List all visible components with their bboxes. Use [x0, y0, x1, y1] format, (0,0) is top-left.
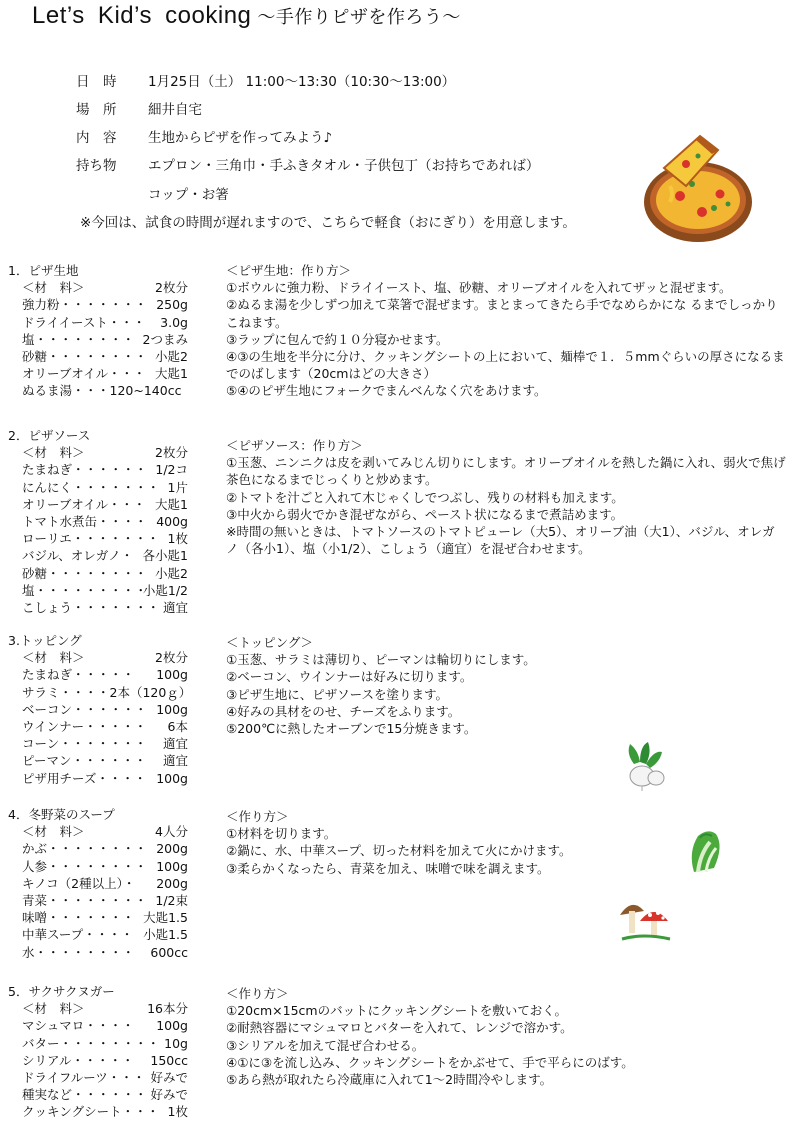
- ingredient-amount: 小匙1/2: [142, 582, 188, 598]
- title-english: Let’s Kid’s cooking: [32, 2, 252, 29]
- ingredient-amount: 小匙2: [155, 565, 188, 581]
- ingredient-name: 砂糖・・・・・・・・: [22, 565, 148, 581]
- ingredient-row: [8, 684, 192, 701]
- step-item: ②ベーコン、ウインナーは好みに切ります。: [226, 669, 473, 685]
- ingredient-row: [8, 718, 188, 735]
- ingredient-name: ピザ用チーズ・・・・: [22, 770, 147, 786]
- ingredient-row: [8, 582, 188, 599]
- steps-title: ＜作り方＞: [226, 809, 289, 824]
- step-item: ②トマトを汁ごと入れて木じゃくしでつぶし、残りの材料も加えます。: [226, 489, 624, 505]
- ingredients-list: [8, 806, 188, 961]
- page-title: [32, 2, 461, 30]
- step-item: ③ラップに包んで約１０分寝かせます。: [226, 331, 449, 347]
- step-item: ③ピザ生地に、ピザソースを塗ります。: [226, 686, 448, 702]
- steps-list: [226, 262, 786, 400]
- ingredient-row: [8, 1069, 188, 1086]
- ingredient-name: ピーマン・・・・・・: [22, 753, 147, 769]
- ingredient-name: 塩・・・・・・・・: [22, 331, 135, 347]
- ingredient-name: ドライイースト・・・: [22, 314, 146, 330]
- step-item: ⑤④のピザ生地にフォークでまんべんなく穴をあけます。: [226, 383, 547, 399]
- ingredient-amount: 10g: [164, 1035, 188, 1051]
- servings-label: ＜材 料＞: [22, 824, 85, 840]
- servings-value: 2枚分: [155, 280, 188, 296]
- ingredient-name: 塩・・・・・・・・・: [22, 582, 148, 598]
- ingredient-name: たまねぎ・・・・・: [22, 667, 135, 683]
- ingredient-amount: 好みで: [150, 1069, 188, 1085]
- ingredient-row: [8, 479, 188, 496]
- ingredient-row: [8, 1052, 188, 1069]
- step-item: ④①に③を流し込み、クッキングシートをかぶせて、手で平らにのばす。: [226, 1054, 634, 1070]
- ingredient-amount: 100g: [156, 667, 188, 683]
- step-item: ①20cm×15cmのバットにクッキングシートを敷いておく。: [226, 1003, 567, 1019]
- ingredient-row: [8, 875, 188, 892]
- servings-row: [8, 444, 188, 461]
- step-item: ①ボウルに強力粉、ドライイースト、塩、砂糖、オリーブオイルを入れてザッと混ぜます。: [226, 280, 732, 296]
- ingredient-row: [8, 909, 188, 926]
- ingredient-row: [8, 461, 188, 478]
- ingredient-name: 強力粉・・・・・・・: [22, 297, 148, 313]
- ingredient-amount: 適宜: [162, 753, 188, 769]
- ingredients-list: [8, 262, 188, 400]
- step-item: ③シリアルを加えて混ぜ合わせる。: [226, 1037, 425, 1053]
- ingredient-name: ベーコン・・・・・・: [22, 701, 148, 717]
- info-label: 場 所: [76, 102, 117, 118]
- ingredient-amount: 200g: [156, 841, 188, 857]
- ingredient-row: [8, 599, 188, 616]
- steps-list: [226, 437, 786, 557]
- ingredient-row: [8, 735, 188, 752]
- step-item: ⑤200℃に熱したオーブンで15分焼きます。: [226, 721, 477, 737]
- ingredient-name: かぶ・・・・・・・・: [22, 841, 148, 857]
- ingredient-row: [8, 1103, 188, 1120]
- steps-title: ＜ピザソース：作り方＞: [226, 438, 363, 453]
- info-label: 内 容: [76, 130, 117, 146]
- mushroom-illustration: [618, 897, 672, 943]
- step-item: ④③の生地を半分に分け、クッキングシートの上において、麺棒で１．５mmぐらいの厚さになるまでのばします（20cmはどの大きさ）: [226, 349, 785, 382]
- ingredient-amount: 250g: [156, 297, 188, 313]
- ingredient-name: シリアル・・・・・: [22, 1052, 135, 1068]
- ingredient-amount: 好みで: [150, 1087, 188, 1103]
- step-item: ①材料を切ります。: [226, 826, 337, 842]
- ingredient-name: にんにく・・・・・・・: [22, 479, 160, 495]
- steps-title: ＜ピザ生地：作り方＞: [226, 263, 352, 278]
- ingredient-amount: 1/2束: [155, 892, 188, 908]
- ingredient-amount: 100g: [156, 701, 188, 717]
- ingredient-amount: 適宜: [162, 736, 188, 752]
- servings-value: 4人分: [155, 824, 188, 840]
- steps-title: ＜トッピング＞: [226, 635, 313, 650]
- ingredient-amount: 600cc: [150, 944, 188, 960]
- ingredients-list: [8, 983, 188, 1121]
- step-item: ③中火から弱火でかき混ぜながら、ペースト状になるまで煮詰めます。: [226, 506, 624, 522]
- pizza-illustration: [640, 134, 756, 244]
- ingredient-row: [8, 1086, 188, 1103]
- info-row-belongings-2: [76, 183, 229, 203]
- section-title: 4．冬野菜のスープ: [8, 807, 115, 822]
- ingredient-row: [8, 365, 188, 382]
- servings-row: [8, 1000, 188, 1017]
- info-value: コップ・お箸: [148, 187, 229, 203]
- ingredient-row: [8, 752, 188, 769]
- steps-title: ＜作り方＞: [226, 986, 289, 1001]
- ingredient-row: [8, 547, 188, 564]
- ingredient-name: ドライフルーツ・・・: [22, 1069, 146, 1085]
- ingredient-amount: 1片: [167, 479, 188, 495]
- ingredient-amount: 6本: [167, 718, 188, 734]
- title-japanese: ～手作りピザを作ろう～: [257, 7, 461, 28]
- ingredient-row: [8, 1035, 188, 1052]
- ingredient-name: 中華スープ・・・・: [22, 927, 134, 943]
- ingredient-name: キノコ（2種以上）・: [22, 875, 136, 891]
- servings-value: 2枚分: [155, 650, 188, 666]
- info-value: エプロン・三角巾・手ふきタオル・子供包丁（お持ちであれば）: [148, 158, 540, 174]
- ingredient-amount: 大匙1: [155, 366, 188, 382]
- ingredient-amount: 3.0g: [160, 314, 188, 330]
- step-item: ①玉葱、ニンニクは皮を剥いてみじん切りにします。オリーブオイルを熱した鍋に入れ、弱火で焦げ茶色になるまでじっくりと炒めます。: [226, 455, 786, 488]
- ingredient-amount: 1/2コ: [155, 462, 188, 478]
- servings-row: [8, 649, 188, 666]
- ingredient-amount: 大匙1.5: [143, 910, 188, 926]
- note-text: ※今回は、試食の時間が遅れますので、こちらで軽食（おにぎり）を用意します。: [80, 215, 576, 231]
- turnip-illustration: [620, 742, 666, 792]
- info-value: 1月25日（土） 11:00～13:30（10:30～13:00）: [148, 74, 456, 90]
- servings-row: [8, 823, 188, 840]
- ingredient-name: コーン・・・・・・・: [22, 736, 147, 752]
- ingredient-name: トマト水煮缶・・・・: [22, 513, 148, 529]
- ingredient-row: [8, 1017, 188, 1034]
- servings-label: ＜材 料＞: [22, 1001, 85, 1017]
- ingredient-amount: 1枚: [167, 1104, 188, 1120]
- section-title: 5．サクサクヌガー: [8, 984, 115, 999]
- info-label: 持ち物: [76, 158, 117, 174]
- ingredient-amount: 1枚: [167, 531, 188, 547]
- ingredient-name: ウインナー・・・・・: [22, 718, 147, 734]
- ingredient-amount: 2つまみ: [142, 331, 188, 347]
- ingredient-name: サラミ・・・・2本（120ｇ）: [22, 684, 192, 700]
- ingredient-name: 砂糖・・・・・・・・: [22, 348, 148, 364]
- info-row-date: [76, 70, 455, 90]
- ingredient-row: [8, 331, 188, 348]
- ingredient-row: [8, 348, 188, 365]
- ingredient-name: 人参・・・・・・・・: [22, 858, 148, 874]
- ingredient-row: [8, 382, 188, 399]
- info-row-belongings: [76, 154, 539, 174]
- section-title: 1．ピザ生地: [8, 263, 79, 278]
- ingredient-amount: 150cc: [150, 1052, 188, 1068]
- ingredient-name: ローリエ・・・・・・・: [22, 531, 160, 547]
- info-label: 日 時: [76, 74, 117, 90]
- info-value: 生地からピザを作ってみよう♪: [148, 130, 333, 146]
- ingredient-name: バジル、オレガノ・: [22, 548, 134, 564]
- ingredient-row: [8, 496, 188, 513]
- ingredient-row: [8, 840, 188, 857]
- servings-label: ＜材 料＞: [22, 280, 85, 296]
- info-row-content: [76, 126, 332, 146]
- ingredient-row: [8, 858, 188, 875]
- step-item: ①玉葱、サラミは薄切り、ピーマンは輪切りにします。: [226, 652, 536, 668]
- ingredient-name: クッキングシート・・・: [22, 1104, 160, 1120]
- ingredient-row: [8, 926, 188, 943]
- step-item: ②ぬるま湯を少しずつ加えて菜箸で混ぜます。まとまってきたら手でなめらかにな るまでしっかりこねます。: [226, 297, 778, 330]
- ingredient-name: オリーブオイル・・・: [22, 366, 146, 382]
- step-item: ③柔らかくなったら、青菜を加え、味噌で味を調えます。: [226, 860, 550, 876]
- servings-value: 2枚分: [155, 445, 188, 461]
- ingredient-amount: 小匙2: [155, 348, 188, 364]
- step-item: ※時間の無いときは、トマトソースのトマトピューレ（大5）、オリーブ油（大1）、バジル、オレガノ（各小1）、塩（小1/2）、こしょう（適宜）を混ぜ合わせます。: [226, 524, 775, 557]
- ingredient-amount: 100g: [156, 1018, 188, 1034]
- ingredient-name: こしょう・・・・・・・: [22, 599, 160, 615]
- servings-label: ＜材 料＞: [22, 650, 85, 666]
- ingredient-amount: 小匙1.5: [143, 927, 188, 943]
- ingredient-row: [8, 314, 188, 331]
- ingredient-amount: 400g: [156, 513, 188, 529]
- servings-label: ＜材 料＞: [22, 445, 85, 461]
- ingredient-row: [8, 666, 188, 683]
- ingredient-row: [8, 770, 188, 787]
- steps-list: [226, 634, 786, 737]
- step-item: ②鍋に、水、中華スープ、切った材料を加えて火にかけます。: [226, 843, 572, 859]
- ingredient-amount: 200g: [156, 875, 188, 891]
- ingredients-list: [8, 632, 192, 787]
- ingredient-amount: 適宜: [162, 599, 188, 615]
- ingredient-name: 水・・・・・・・・: [22, 944, 135, 960]
- step-item: ②耐熱容器にマシュマロとバターを入れて、レンジで溶かす。: [226, 1020, 573, 1036]
- servings-row: [8, 279, 188, 296]
- info-row-place: [76, 98, 202, 118]
- section-title: 3.トッピング: [8, 633, 82, 648]
- ingredient-name: バター・・・・・・・・: [22, 1035, 160, 1051]
- ingredient-row: [8, 565, 188, 582]
- ingredient-name: ぬるま湯・・・120~140cc: [22, 383, 182, 399]
- ingredient-row: [8, 892, 188, 909]
- step-item: ⑤あら熱が取れたら冷蔵庫に入れて1～2時間冷やします。: [226, 1072, 553, 1088]
- ingredient-name: たまねぎ・・・・・・: [22, 462, 148, 478]
- ingredient-row: [8, 701, 188, 718]
- servings-value: 16本分: [147, 1001, 188, 1017]
- ingredient-amount: 各小匙1: [142, 548, 188, 564]
- ingredient-name: 青菜・・・・・・・・: [22, 892, 148, 908]
- step-item: ④好みの具材をのせ、チーズをふります。: [226, 703, 461, 719]
- ingredient-row: [8, 530, 188, 547]
- ingredient-amount: 大匙1: [155, 496, 188, 512]
- ingredient-name: 味噌・・・・・・・: [22, 910, 135, 926]
- ingredient-amount: 100g: [156, 858, 188, 874]
- steps-list: [226, 985, 786, 1088]
- ingredient-row: [8, 944, 188, 961]
- ingredient-name: オリーブオイル・・・: [22, 496, 146, 512]
- ingredient-amount: 100g: [156, 770, 188, 786]
- ingredient-name: マシュマロ・・・・: [22, 1018, 135, 1034]
- bok-choy-illustration: [686, 828, 724, 874]
- ingredients-list: [8, 427, 188, 616]
- info-value: 細井自宅: [148, 102, 202, 118]
- ingredient-name: 種実など・・・・・・: [22, 1087, 148, 1103]
- section-title: 2．ピザソース: [8, 428, 91, 443]
- ingredient-row: [8, 296, 188, 313]
- ingredient-row: [8, 513, 188, 530]
